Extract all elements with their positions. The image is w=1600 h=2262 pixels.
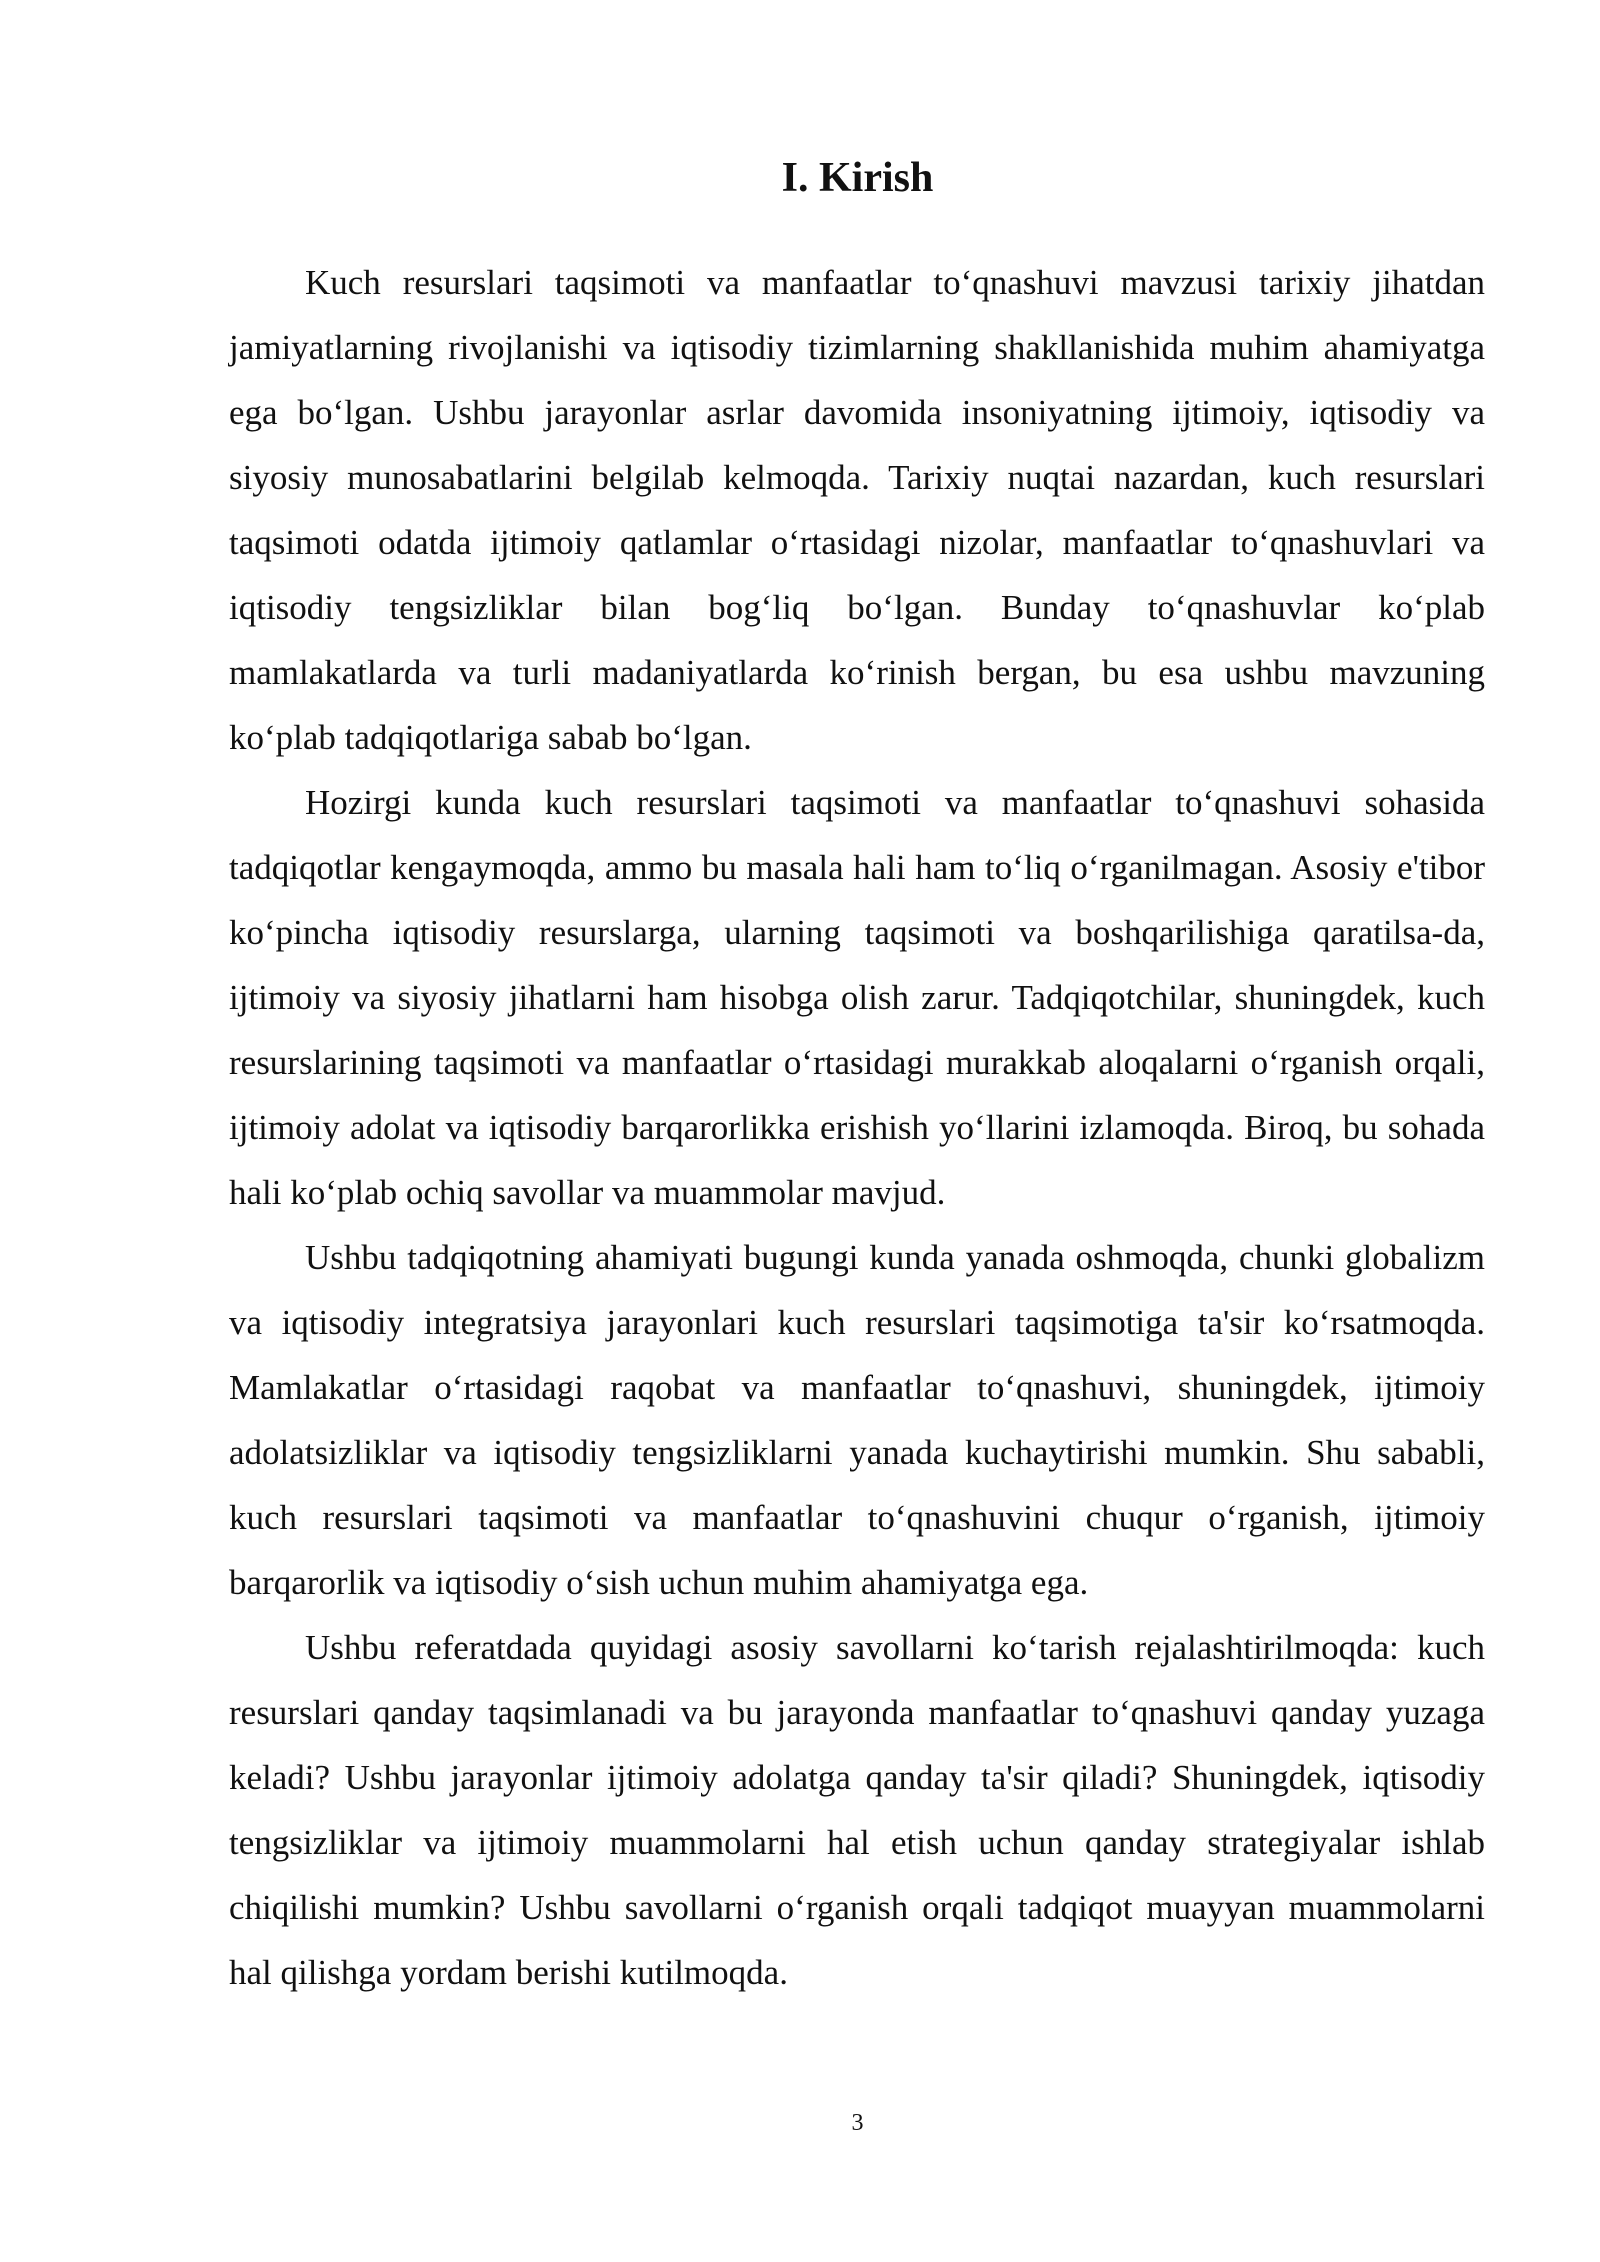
paragraph-2: Hozirgi kunda kuch resurslari taqsimoti va manfaatlar to‘qnashuvi sohasida tadqiqotlar kengaymoqda, ammo bu masala hali ham to‘liq o‘rganilmagan. Asosiy e'tibor ko‘pincha iqtisodiy resurslarga, ularning taqsimoti va boshqarilishiga qaratilsa-da, ijtimoiy va siyosiy jihatlarni ham hisobga olish zarur. Tadqiqotchilar, shuningdek, kuch resurslarining taqsimoti va manfaatlar o‘rtasidagi murakkab aloqalarni o‘rganish orqali, ijtimoiy adolat va iqtisodiy barqarorlikka erishish yo‘llarini izlamoqda. Biroq, bu sohada hali ko‘plab ochiq savollar va muammolar mavjud. — [229, 783, 1485, 1212]
section-heading: I. Kirish — [781, 155, 934, 201]
paragraph-4: Ushbu referatdada quyidagi asosiy savollarni ko‘tarish rejalashtirilmoqda: kuch resurslari qanday taqsimlanadi va bu jarayonda manfaatlar to‘qnashuvi qanday yuzaga keladi? Ushbu jarayonlar ijtimoiy adolatga qanday ta'sir qiladi? Shuningdek, iqtisodiy tengsizliklar va ijtimoiy muammolarni hal etish uchun qanday strategiyalar ishlab chiqilishi mumkin? Ushbu savollarni o‘rganish orqali tadqiqot muayyan muammolarni hal qilishga yordam berishi kutilmoqda. — [229, 1628, 1485, 1992]
body-text — [229, 250, 1485, 2005]
page-number: 3 — [851, 2110, 864, 2136]
paragraph-3: Ushbu tadqiqotning ahamiyati bugungi kunda yanada oshmoqda, chunki globalizm va iqtisodiy integratsiya jarayonlari kuch resurslari taqsimotiga ta'sir ko‘rsatmoqda. Mamlakatlar o‘rtasidagi raqobat va manfaatlar to‘qnashuvi, shuningdek, ijtimoiy adolatsizliklar va iqtisodiy tengsizliklarni yanada kuchaytirishi mumkin. Shu sababli, kuch resurslari taqsimoti va manfaatlar to‘qnashuvini chuqur o‘rganish, ijtimoiy barqarorlik va iqtisodiy o‘sish uchun muhim ahamiyatga ega. — [229, 1238, 1485, 1602]
paragraph-1: Kuch resurslari taqsimoti va manfaatlar to‘qnashuvi mavzusi tarixiy jihatdan jamiyatlarning rivojlanishi va iqtisodiy tizimlarning shakllanishida muhim ahamiyatga ega bo‘lgan. Ushbu jarayonlar asrlar davomida insoniyatning ijtimoiy, iqtisodiy va siyosiy munosabatlarini belgilab kelmoqda. Tarixiy nuqtai nazardan, kuch resurslari taqsimoti odatda ijtimoiy qatlamlar o‘rtasidagi nizolar, manfaatlar to‘qnashuvlari va iqtisodiy tengsizliklar bilan bog‘liq bo‘lgan. Bunday to‘qnashuvlar ko‘plab mamlakatlarda va turli madaniyatlarda ko‘rinish bergan, bu esa ushbu mavzuning ko‘plab tadqiqotlariga sabab bo‘lgan. — [229, 263, 1485, 757]
